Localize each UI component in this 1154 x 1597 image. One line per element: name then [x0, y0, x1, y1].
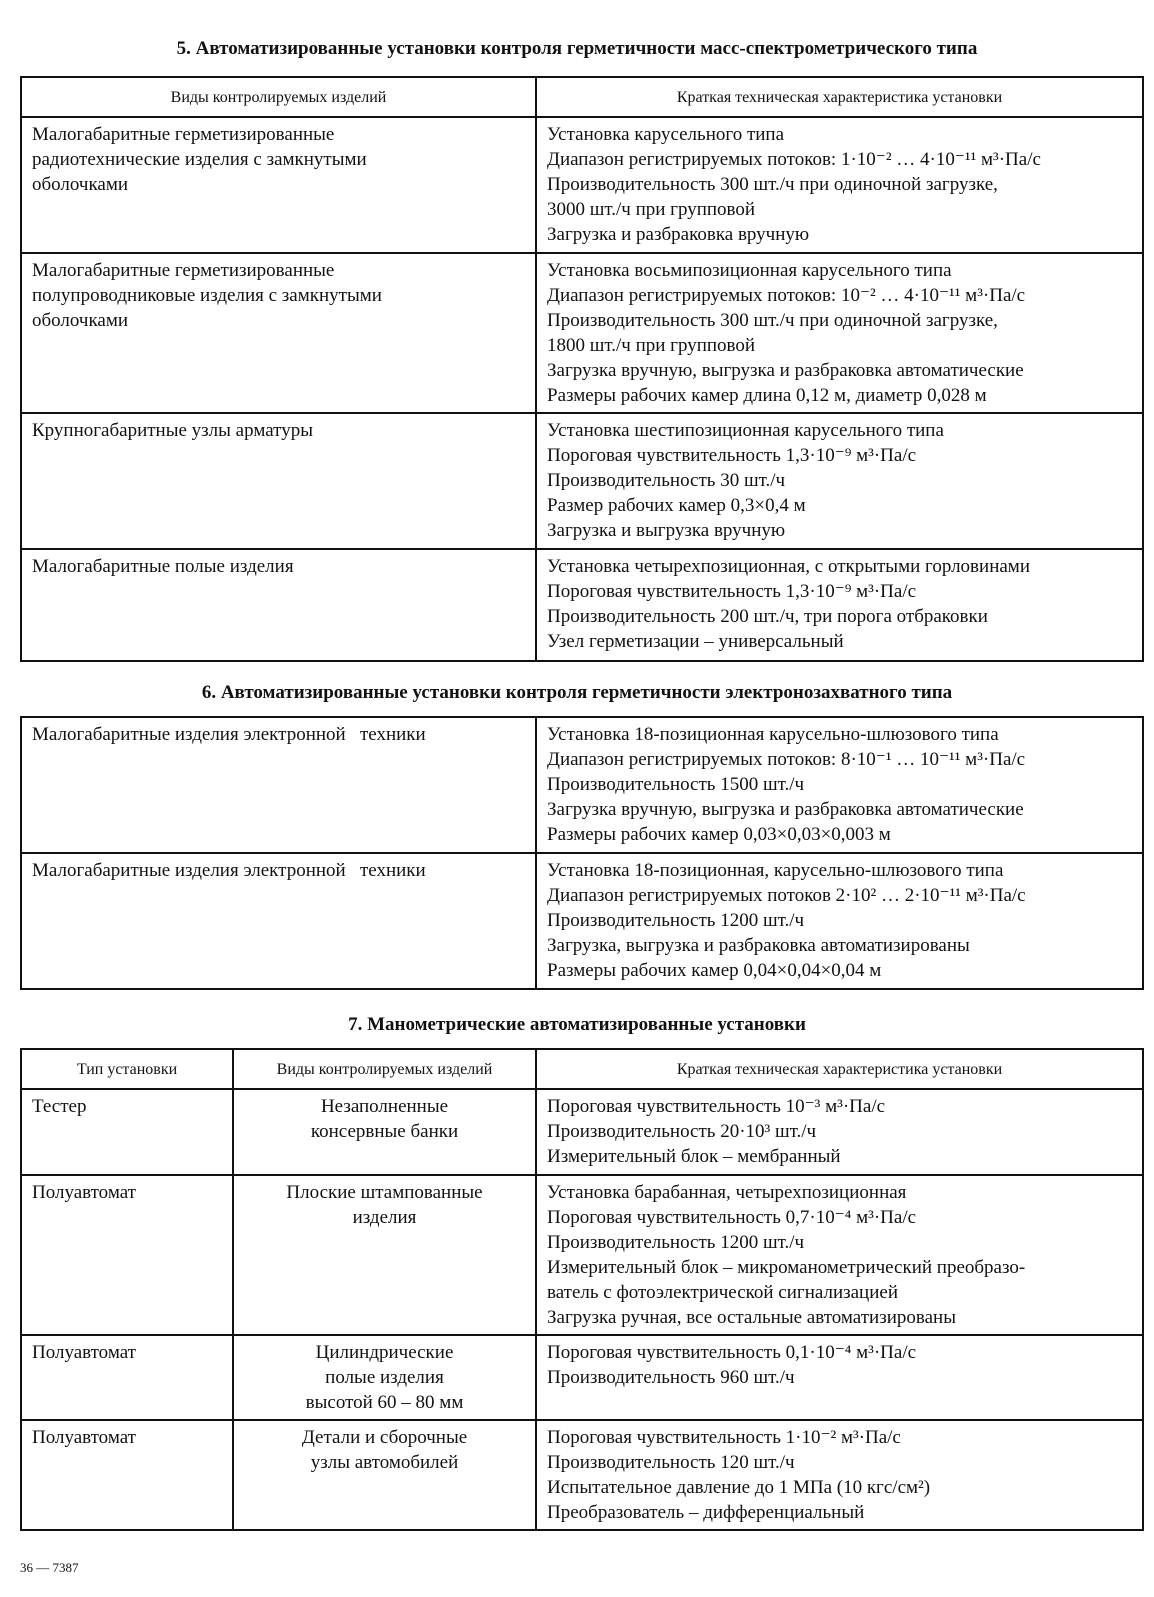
table-header-row	[21, 1049, 1143, 1089]
table-row	[21, 1420, 1143, 1530]
specs-cell: Установка восьмипозиционная карусельного типа Диапазон регистрируемых потоков: 10⁻² … 4·10⁻¹¹ м³·Па/с Производительность 300 шт./ч при одиночной загрузке, 1800 шт./ч при групповой Загрузка вручную, выгрузка и разбраковка автоматические Размеры рабочих камер длина 0,12 м, диаметр 0,028 м	[536, 253, 1143, 413]
table-row	[21, 413, 1143, 549]
product-cell: Малогабаритные изделия электронной техники	[21, 853, 536, 989]
table-header-row	[21, 77, 1143, 117]
section-6-title: 6. Автоматизированные установки контроля герметичности электронозахватного типа	[201, 682, 953, 703]
product-cell: Плоские штампованные изделия	[233, 1175, 536, 1335]
product-cell: Детали и сборочные узлы автомобилей	[233, 1420, 536, 1530]
page-footer: 36 — 7387	[20, 1560, 79, 1575]
specs-cell: Пороговая чувствительность 0,1·10⁻⁴ м³·Па/с Производительность 960 шт./ч	[536, 1335, 1143, 1420]
table-row	[21, 853, 1143, 989]
specs-cell: Установка барабанная, четырехпозиционная Пороговая чувствительность 0,7·10⁻⁴ м³·Па/с Производительность 1200 шт./ч Измерительный блок – микроманометрический преобразо- ватель с фотоэлектрической сигнализацией Загрузка ручная, все остальные автоматизированы	[536, 1175, 1143, 1335]
table-row	[21, 1175, 1143, 1335]
type-cell: Тестер	[21, 1089, 233, 1175]
type-cell: Полуавтомат	[21, 1420, 233, 1530]
column-header: Виды контролируемых изделий	[233, 1049, 536, 1089]
table-row	[21, 717, 1143, 853]
product-cell: Малогабаритные герметизированные полупроводниковые изделия с замкнутыми оболочками	[21, 253, 536, 413]
product-cell: Малогабаритные полые изделия	[21, 549, 536, 661]
section-7-table	[20, 1048, 1144, 1531]
type-cell: Полуавтомат	[21, 1335, 233, 1420]
table-row	[21, 1089, 1143, 1175]
section-6-table	[20, 716, 1144, 990]
product-cell: Малогабаритные изделия электронной техники	[21, 717, 536, 853]
product-cell: Крупногабаритные узлы арматуры	[21, 413, 536, 549]
product-cell: Незаполненные консервные банки	[233, 1089, 536, 1175]
table-row	[21, 1335, 1143, 1420]
column-header: Тип установки	[21, 1049, 233, 1089]
table-row	[21, 253, 1143, 413]
specs-cell: Пороговая чувствительность 10⁻³ м³·Па/с Производительность 20·10³ шт./ч Измерительный блок – мембранный	[536, 1089, 1143, 1175]
column-header: Краткая техническая характеристика установки	[536, 1049, 1143, 1089]
table-row	[21, 117, 1143, 253]
section-7-title: 7. Манометрические автоматизированные установки	[348, 1014, 806, 1035]
specs-cell: Пороговая чувствительность 1·10⁻² м³·Па/с Производительность 120 шт./ч Испытательное давление до 1 МПа (10 кгс/см²) Преобразователь – дифференциальный	[536, 1420, 1143, 1530]
product-cell: Цилиндрические полые изделия высотой 60 – 80 мм	[233, 1335, 536, 1420]
specs-cell: Установка 18-позиционная карусельно-шлюзового типа Диапазон регистрируемых потоков: 8·10⁻¹ … 10⁻¹¹ м³·Па/с Производительность 1500 шт./ч Загрузка вручную, выгрузка и разбраковка автоматические Размеры рабочих камер 0,03×0,03×0,003 м	[536, 717, 1143, 853]
type-cell: Полуавтомат	[21, 1175, 233, 1335]
section-5-table	[20, 76, 1144, 662]
product-cell: Малогабаритные герметизированные радиотехнические изделия с замкнутыми оболочками	[21, 117, 536, 253]
specs-cell: Установка 18-позиционная, карусельно-шлюзового типа Диапазон регистрируемых потоков 2·10² … 2·10⁻¹¹ м³·Па/с Производительность 1200 шт./ч Загрузка, выгрузка и разбраковка автоматизированы Размеры рабочих камер 0,04×0,04×0,04 м	[536, 853, 1143, 989]
column-header: Виды контролируемых изделий	[21, 77, 536, 117]
section-5-title: 5. Автоматизированные установки контроля герметичности масс-спектрометрического типа	[176, 38, 978, 59]
specs-cell: Установка карусельного типа Диапазон регистрируемых потоков: 1·10⁻² … 4·10⁻¹¹ м³·Па/с Производительность 300 шт./ч при одиночной загрузке, 3000 шт./ч при групповой Загрузка и разбраковка вручную	[536, 117, 1143, 253]
column-header: Краткая техническая характеристика установки	[536, 77, 1143, 117]
specs-cell: Установка шестипозиционная карусельного типа Пороговая чувствительность 1,3·10⁻⁹ м³·Па/с Производительность 30 шт./ч Размер рабочих камер 0,3×0,4 м Загрузка и выгрузка вручную	[536, 413, 1143, 549]
table-row	[21, 549, 1143, 661]
specs-cell: Установка четырехпозиционная, с открытыми горловинами Пороговая чувствительность 1,3·10⁻⁹ м³·Па/с Производительность 200 шт./ч, три порога отбраковки Узел герметизации – универсальный	[536, 549, 1143, 661]
